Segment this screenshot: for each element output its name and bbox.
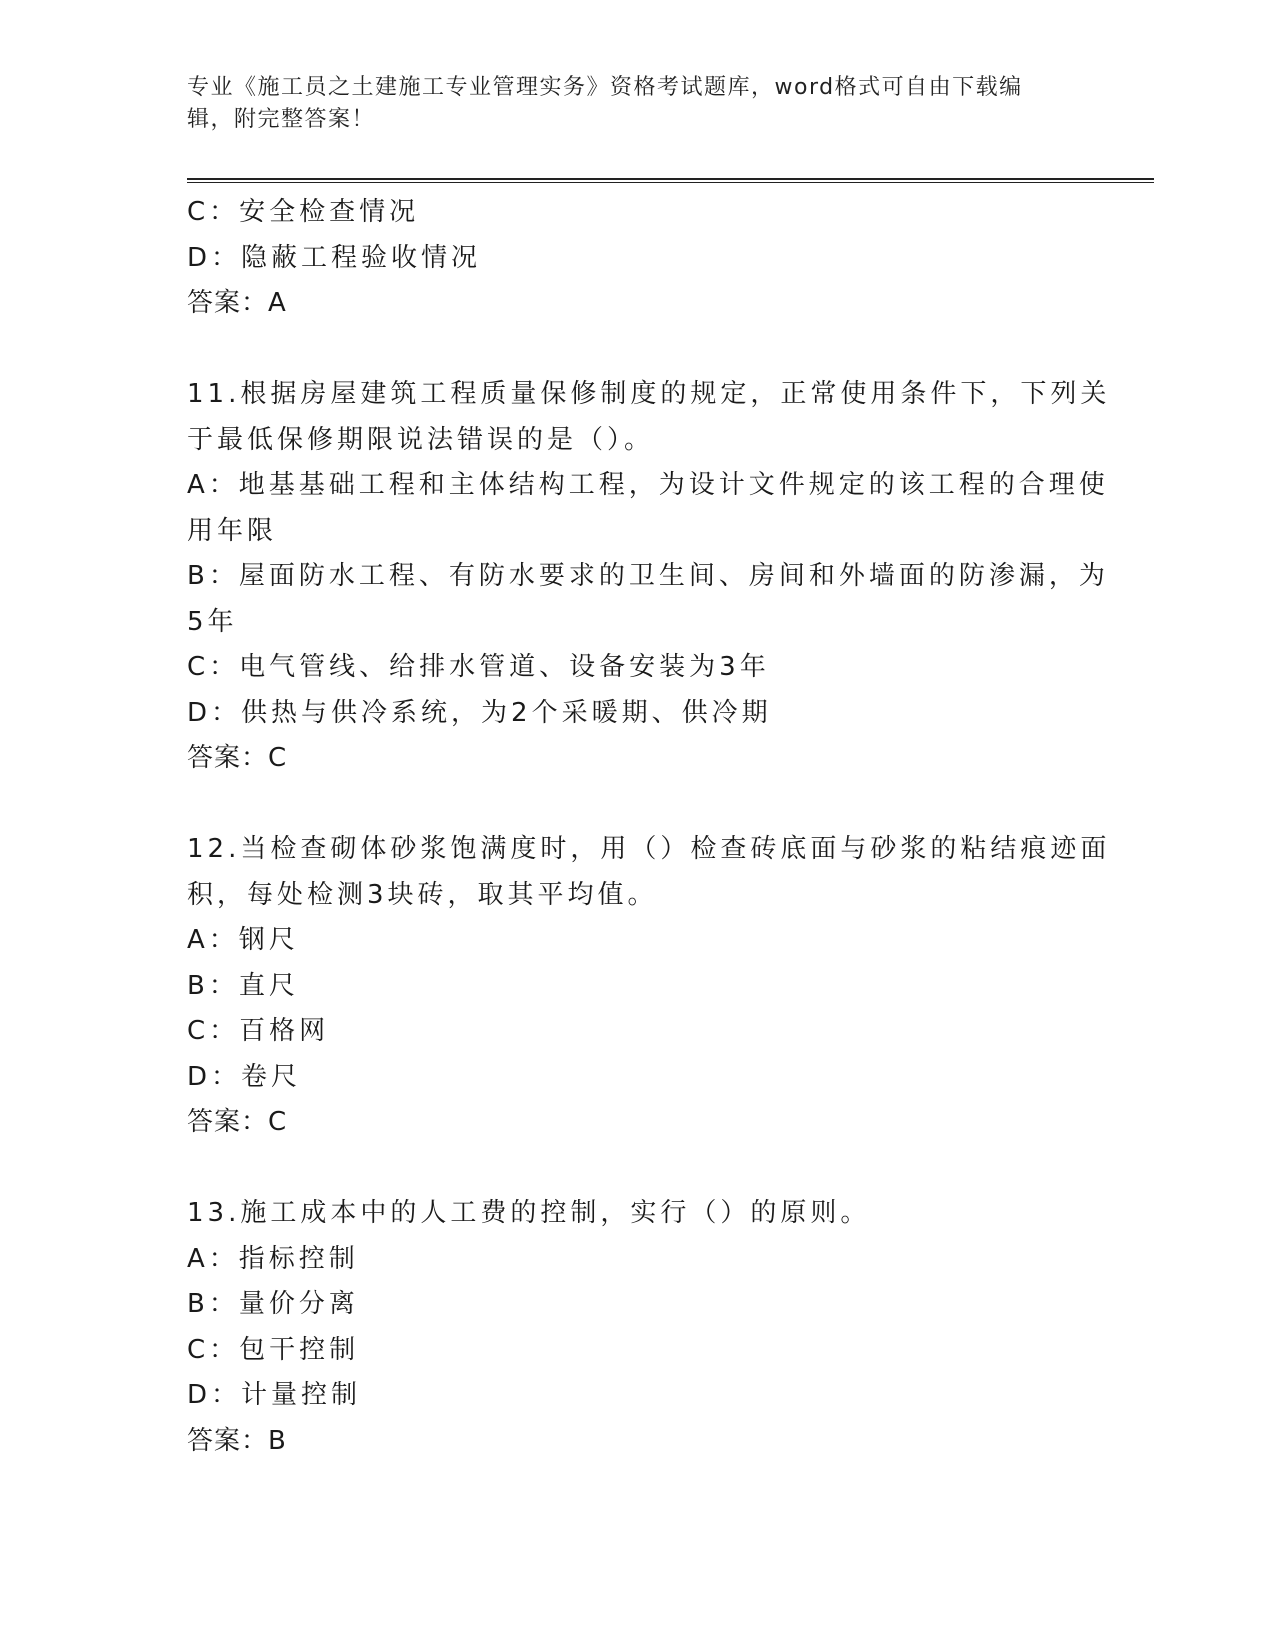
option-a: A：指标控制 [187,1243,359,1274]
option-d: D：供热与供冷系统，为2个采暖期、供冷期 [187,697,772,728]
option-d: D：计量控制 [187,1380,362,1410]
question-stem: 11.根据房屋建筑工程质量保修制度的规定，正常使用条件下，下列关 [187,379,1111,409]
option-c: C：安全检查情况 [187,197,420,227]
question-13 [187,1191,1087,1464]
question-stem: 13.施工成本中的人工费的控制，实行（）的原则。 [187,1198,871,1228]
question-stem: 12.当检查砌体砂浆饱满度时，用（）检查砖底面与砂浆的粘结痕迹面 [187,834,1111,864]
option-d: D：卷尺 [187,1061,302,1092]
option-a-cont: 用年限 [187,515,278,546]
question-11 [187,372,1111,782]
option-b: B：量价分离 [187,1289,359,1319]
answer-line: 答案：A [187,288,287,318]
option-c: C：电气管线、给排水管道、设备安装为3年 [187,652,770,682]
answer-line: 答案：C [187,743,288,773]
question-stem: 于最低保修期限说法错误的是（）。 [187,424,655,455]
question-content [187,190,1111,1464]
option-b: B：直尺 [187,970,299,1001]
answer-line: 答案：C [187,1107,288,1137]
header-divider [187,178,1154,183]
option-c: C：包干控制 [187,1334,360,1365]
answer-line: 答案：B [187,1425,287,1456]
option-b-cont: 5年 [187,606,238,637]
option-c: C：百格网 [187,1016,330,1046]
question-stem: 积，每处检测3块砖，取其平均值。 [187,879,658,910]
option-a: A：地基基础工程和主体结构工程，为设计文件规定的该工程的合理使 [187,470,1109,500]
page-header [187,72,1067,136]
page-header-text: 专业《施工员之土建施工专业管理实务》资格考试题库，word格式可自由下载编辑，附完整答案！ [187,75,1023,132]
question-12 [187,827,1111,1146]
prev-question [187,190,1087,327]
option-a: A：钢尺 [187,925,299,955]
option-b: B：屋面防水工程、有防水要求的卫生间、房间和外墙面的防渗漏，为 [187,561,1109,591]
option-d: D：隐蔽工程验收情况 [187,242,482,273]
